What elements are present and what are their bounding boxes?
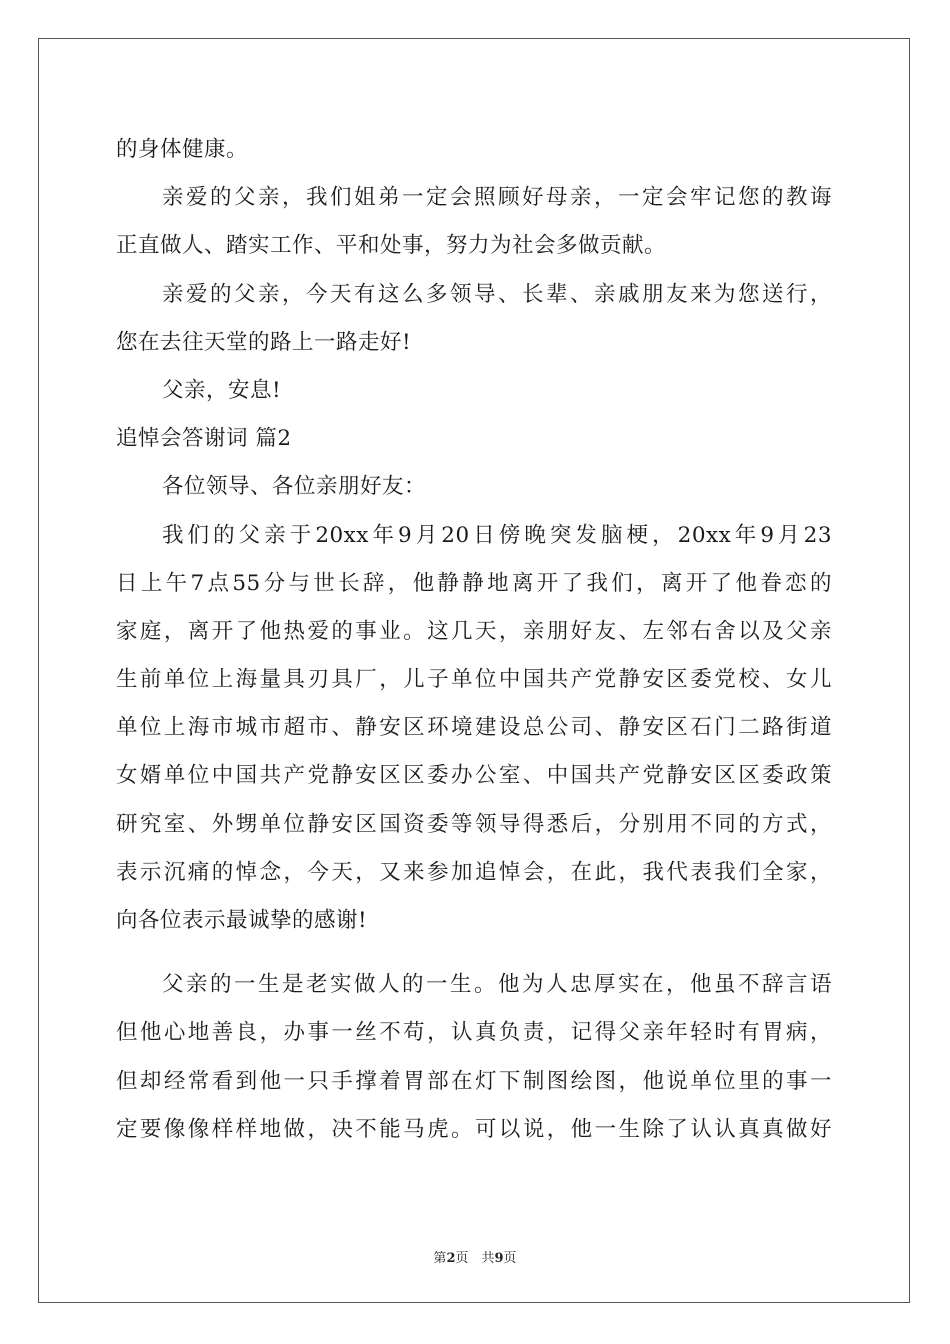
text-line: 亲爱的父亲，我们姐弟一定会照顾好母亲，一定会牢记您的教诲 [162, 185, 832, 211]
footer-prefix: 第 [433, 1251, 447, 1266]
text-line: 表示沉痛的悼念，今天，又来参加追悼会，在此，我代表我们全家， [116, 859, 832, 885]
text-line: 单位上海市城市超市、静安区环境建设总公司、静安区石门二路街道 [116, 715, 832, 741]
document-body [116, 126, 832, 1154]
text-line: 您在去往天堂的路上一路走好! [116, 329, 412, 355]
text-line: 但却经常看到他一只手撑着胃部在灯下制图绘图，他说单位里的事一 [116, 1068, 832, 1094]
text-line: 定要像像样样地做，决不能马虎。可以说，他一生除了认认真真做好 [116, 1116, 832, 1142]
footer-total-pages: 9 [494, 1251, 504, 1266]
text-line: 的身体健康。 [116, 137, 249, 162]
paragraph-gap [116, 945, 832, 961]
text-line: 研究室、外甥单位静安区国资委等领导得悉后，分别用不同的方式， [116, 811, 832, 837]
text-line: 家庭，离开了他热爱的事业。这几天，亲朋好友、左邻右舍以及父亲 [116, 618, 832, 644]
text-line: 生前单位上海量具刃具厂，儿子单位中国共产党静安区委党校、女儿 [116, 667, 832, 693]
text-line: 但他心地善良，办事一丝不苟，认真负责，记得父亲年轻时有胃病， [116, 1020, 832, 1046]
text-line: 正直做人、踏实工作、平和处事，努力为社会多做贡献。 [116, 233, 667, 259]
text-line: 我们的父亲于20xx年9月20日傍晚突发脑梗，20xx年9月23 [162, 522, 832, 548]
text-line: 追悼会答谢词 篇2 [116, 426, 292, 452]
page-footer [0, 1247, 950, 1266]
text-line: 向各位表示最诚挚的感谢! [116, 908, 368, 933]
footer-middle: 页 共 [455, 1251, 495, 1266]
footer-current-page: 2 [446, 1251, 456, 1266]
text-line: 亲爱的父亲，今天有这么多领导、长辈、亲戚朋友来为您送行， [162, 281, 832, 307]
text-line: 父亲的一生是老实做人的一生。他为人忠厚实在，他虽不辞言语 [162, 972, 832, 998]
text-line: 父亲，安息! [162, 377, 282, 403]
text-line: 各位领导、各位亲朋好友： [162, 474, 427, 500]
text-line: 日上午7点55分与世长辞，他静静地离开了我们，离开了他眷恋的 [116, 570, 832, 596]
text-line: 女婿单位中国共产党静安区区委办公室、中国共产党静安区区委政策 [116, 763, 832, 789]
footer-suffix: 页 [503, 1251, 517, 1266]
